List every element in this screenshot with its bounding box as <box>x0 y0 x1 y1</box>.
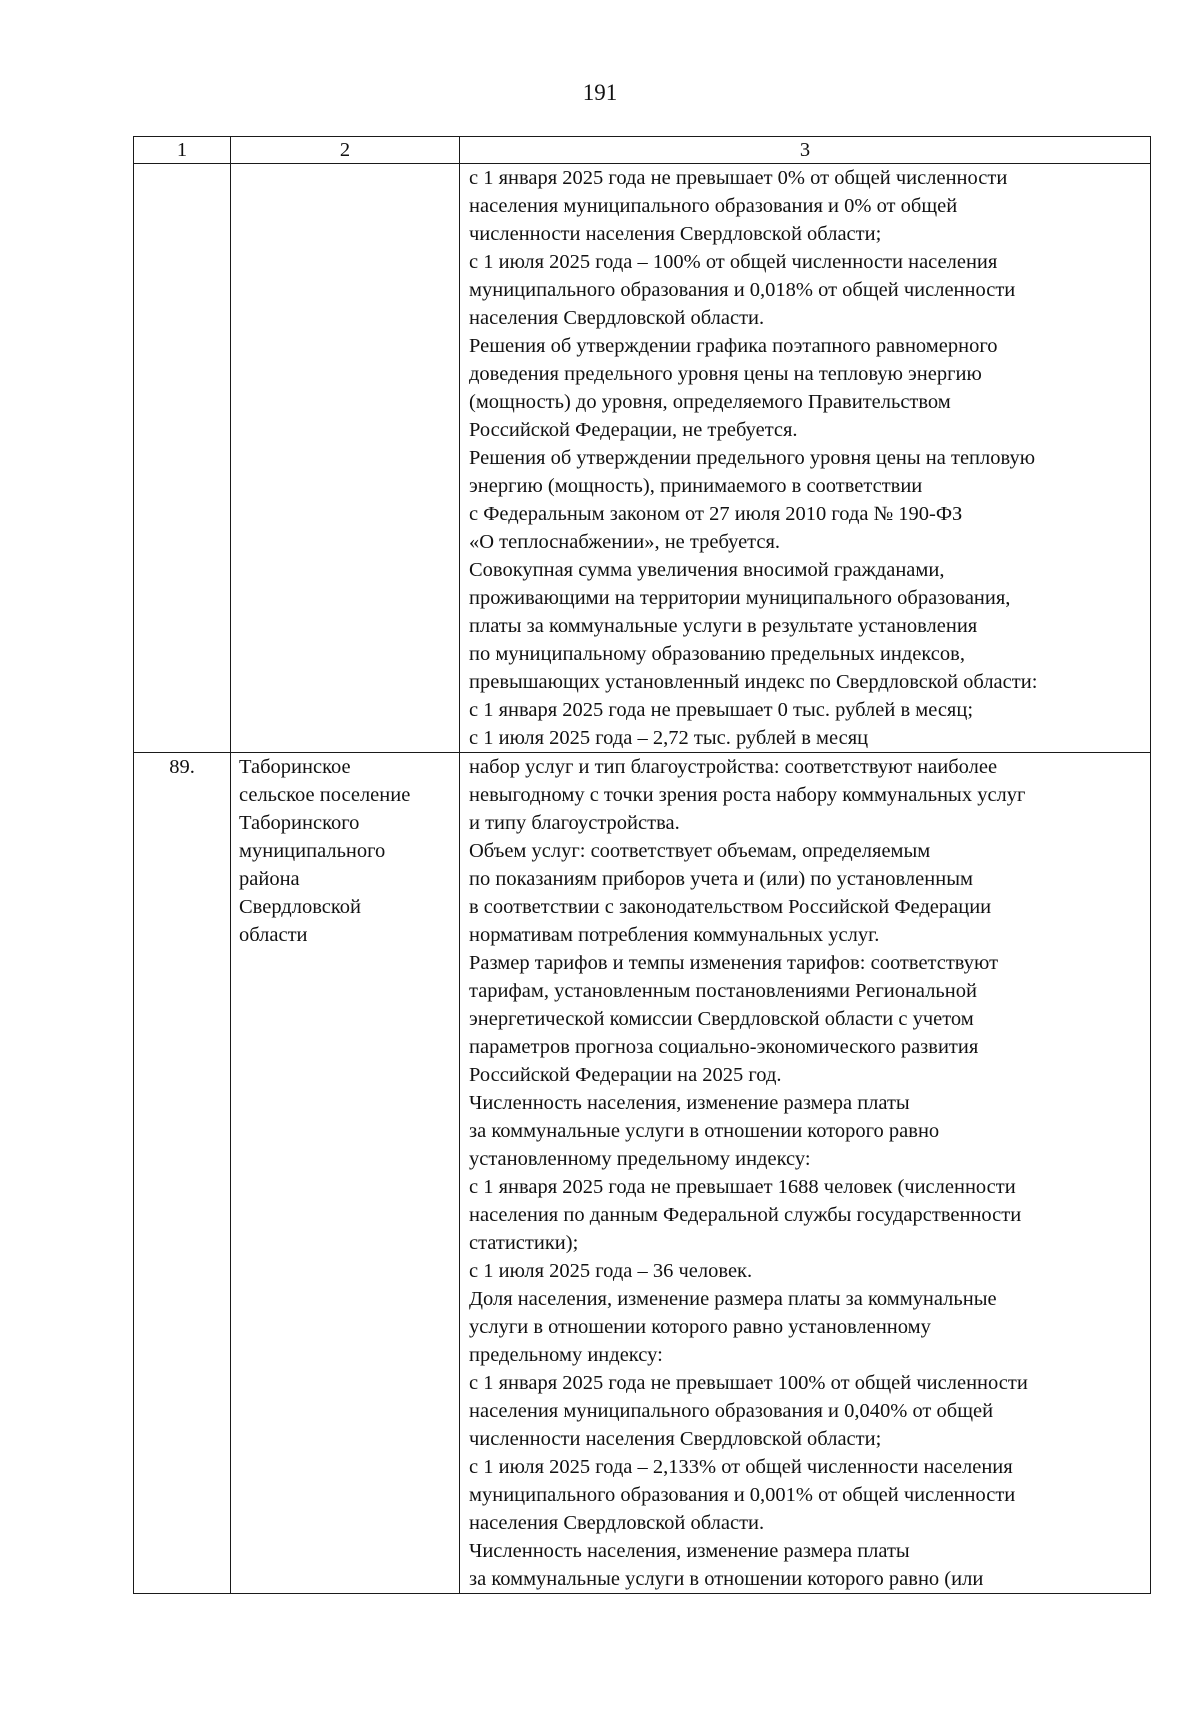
description-line: проживающими на территории муниципального образования, <box>469 587 1011 609</box>
description-line: населения Свердловской области. <box>469 1512 765 1534</box>
description-line: Решения об утверждении графика поэтапного равномерного <box>469 335 998 357</box>
description-line: муниципального образования и 0,018% от общей численности <box>469 279 1016 301</box>
row-description <box>460 164 1151 753</box>
description-line: населения Свердловской области. <box>469 307 765 329</box>
municipality-name-line: сельское поселение <box>239 784 411 806</box>
description-line: с 1 января 2025 года не превышает 1688 человек (численности <box>469 1176 1016 1198</box>
description-line: за коммунальные услуги в отношении которого равно <box>469 1120 940 1142</box>
description-line: предельному индексу: <box>469 1344 663 1366</box>
description-line: с 1 января 2025 года не превышает 0 тыс. рублей в месяц; <box>469 699 974 721</box>
description-line: Решения об утверждении предельного уровня цены на тепловую <box>469 447 1036 469</box>
description-line: параметров прогноза социально-экономического развития <box>469 1036 979 1058</box>
description-line: статистики); <box>469 1232 579 1254</box>
description-line: нормативам потребления коммунальных услуг. <box>469 924 880 946</box>
description-line: Размер тарифов и темпы изменения тарифов: соответствуют <box>469 952 999 974</box>
description-line: платы за коммунальные услуги в результате установления <box>469 615 978 637</box>
description-line: за коммунальные услуги в отношении которого равно (или <box>469 1568 984 1590</box>
description-line: с Федеральным законом от 27 июля 2010 года № 190-ФЗ <box>469 503 963 525</box>
description-line: населения по данным Федеральной службы государственности <box>469 1204 1022 1226</box>
description-line: численности населения Свердловской области; <box>469 223 882 245</box>
description-line: муниципального образования и 0,001% от общей численности <box>469 1484 1016 1506</box>
description-line: энергетической комиссии Свердловской области с учетом <box>469 1008 974 1030</box>
description-line: с 1 июля 2025 года – 36 человек. <box>469 1260 753 1282</box>
column-header-3: 3 <box>460 137 1151 164</box>
table-header-row <box>134 137 1151 164</box>
description-line: установленному предельному индексу: <box>469 1148 811 1170</box>
description-line: Совокупная сумма увеличения вносимой гражданами, <box>469 559 945 581</box>
page-number: 191 <box>582 80 618 105</box>
municipality-name <box>231 164 460 753</box>
row-number <box>134 164 231 753</box>
municipality-name-line: Таборинское <box>239 756 351 778</box>
description-line: Российской Федерации на 2025 год. <box>469 1064 782 1086</box>
description-line: превышающих установленный индекс по Свердловской области: <box>469 671 1038 693</box>
column-header-1: 1 <box>134 137 231 164</box>
table-row <box>134 164 1151 753</box>
description-line: доведения предельного уровня цены на тепловую энергию <box>469 363 982 385</box>
description-line: Доля населения, изменение размера платы за коммунальные <box>469 1288 997 1310</box>
table-body <box>134 164 1151 1594</box>
description-line: с 1 июля 2025 года – 2,133% от общей численности населения <box>469 1456 1013 1478</box>
municipality-name-line: Свердловской <box>239 896 362 918</box>
municipality-name <box>231 753 460 1594</box>
description-line: невыгодному с точки зрения роста набору коммунальных услуг <box>469 784 1026 806</box>
municipality-name-line: области <box>239 924 308 946</box>
description-line: тарифам, установленным постановлениями Региональной <box>469 980 977 1002</box>
description-line: по показаниям приборов учета и (или) по установленным <box>469 868 973 890</box>
column-header-2: 2 <box>231 137 460 164</box>
row-description <box>460 753 1151 1594</box>
description-line: набор услуг и тип благоустройства: соответствуют наиболее <box>469 756 998 778</box>
description-line: с 1 июля 2025 года – 100% от общей численности населения <box>469 251 998 273</box>
description-line: и типу благоустройства. <box>469 812 680 834</box>
description-line: «О теплоснабжении», не требуется. <box>469 531 781 553</box>
description-line: энергию (мощность), принимаемого в соответствии <box>469 475 923 497</box>
municipality-name-line: Таборинского <box>239 812 360 834</box>
description-line: населения муниципального образования и 0% от общей <box>469 195 958 217</box>
description-line: (мощность) до уровня, определяемого Правительством <box>469 391 951 413</box>
description-line: Российской Федерации, не требуется. <box>469 419 798 441</box>
table-row <box>134 753 1151 1594</box>
municipality-name-line: муниципального <box>239 840 386 862</box>
description-line: с 1 января 2025 года не превышает 100% от общей численности <box>469 1372 1028 1394</box>
description-line: Объем услуг: соответствует объемам, определяемым <box>469 840 931 862</box>
description-line: с 1 января 2025 года не превышает 0% от общей численности <box>469 167 1008 189</box>
municipality-name-line: района <box>239 868 300 890</box>
description-line: населения муниципального образования и 0,040% от общей <box>469 1400 994 1422</box>
description-line: в соответствии с законодательством Российской Федерации <box>469 896 992 918</box>
description-line: по муниципальному образованию предельных индексов, <box>469 643 965 665</box>
description-line: с 1 июля 2025 года – 2,72 тыс. рублей в месяц <box>469 727 869 749</box>
tariff-table <box>133 136 1151 1594</box>
description-line: услуги в отношении которого равно установленному <box>469 1316 931 1338</box>
description-line: Численность населения, изменение размера платы <box>469 1092 910 1114</box>
description-line: численности населения Свердловской области; <box>469 1428 882 1450</box>
description-line: Численность населения, изменение размера платы <box>469 1540 910 1562</box>
row-number: 89. <box>134 753 231 1594</box>
